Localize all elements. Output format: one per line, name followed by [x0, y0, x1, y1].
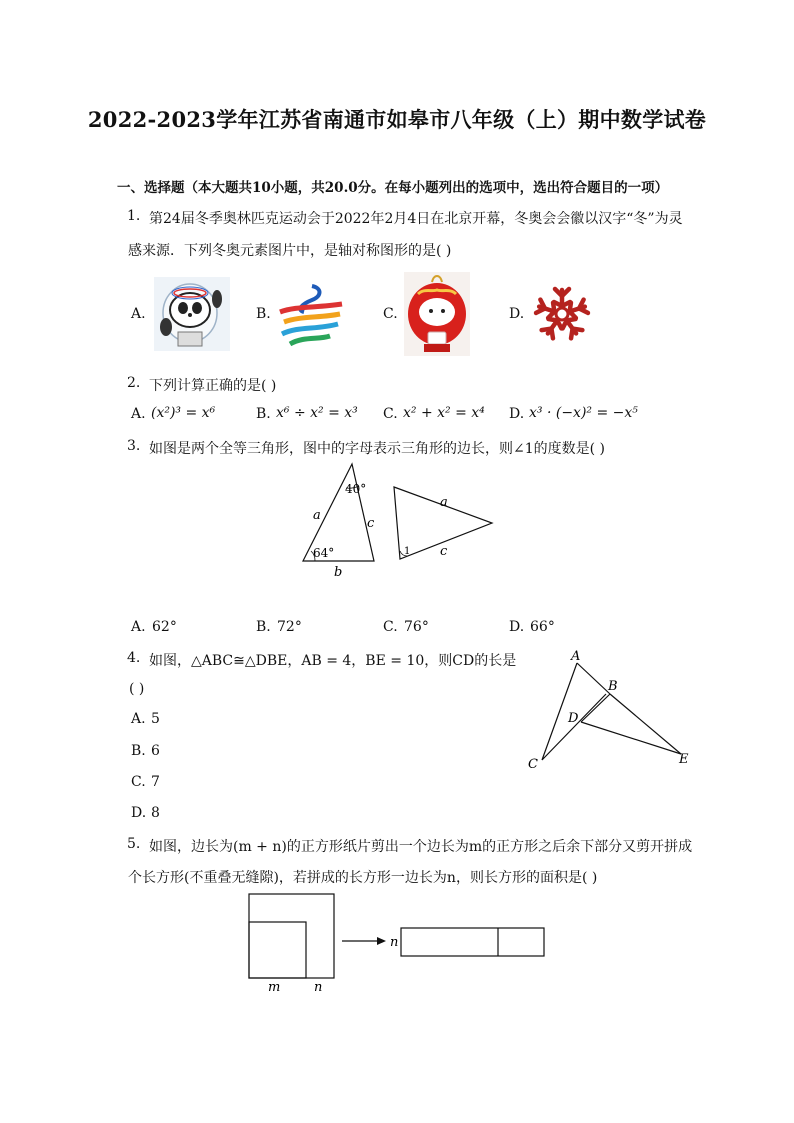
q5-line1: 如图，边长为(m + n)的正方形纸片剪出一个边长为m的正方形之后余下部分又剪开拼成	[149, 839, 693, 855]
q3-label-c-right: c	[440, 544, 448, 559]
q4-number: 4.	[127, 650, 141, 666]
q4-option-b-label: B.	[131, 743, 146, 759]
q1-image-a-mascot	[154, 277, 230, 351]
q5-label-m: m	[268, 980, 281, 995]
q1-option-d-label: D.	[509, 306, 525, 322]
q4-option-c-text: 7	[151, 774, 160, 790]
q3-angle-40: 40°	[345, 482, 367, 496]
q3-option-a-text: 62°	[152, 619, 177, 635]
q3-label-c-left: c	[367, 516, 375, 531]
q4-point-b: B	[608, 679, 618, 694]
q1-number: 1.	[127, 208, 141, 224]
q5-line2: 个长方形(不重叠无缝隙)，若拼成的长方形一边长为n，则长方形的面积是( )	[128, 870, 598, 886]
q2-option-d-label: D.	[509, 406, 525, 422]
q1-option-b-label: B.	[256, 306, 271, 322]
q2-number: 2.	[127, 375, 141, 391]
q2-option-b-label: B.	[256, 406, 271, 422]
q4-point-c: C	[528, 757, 538, 772]
q3-option-c-label: C.	[383, 619, 398, 635]
q4-option-b-text: 6	[151, 743, 160, 759]
q3-option-a-label: A.	[131, 619, 146, 635]
q3-angle-1: 1	[404, 546, 411, 557]
q4-point-a: A	[571, 649, 581, 664]
q1-line1: 第24届冬季奥林匹克运动会于2022年2月4日在北京开幕，冬奥会会徽以汉字“冬”为灵	[149, 211, 683, 227]
q4-paren: ( )	[129, 681, 145, 697]
q1-option-c-label: C.	[383, 306, 398, 322]
q4-option-d-text: 8	[151, 805, 160, 821]
section-heading: 一、选择题（本大题共10小题，共20.0分。在每小题列出的选项中，选出符合题目的一项）	[117, 180, 669, 196]
q2-option-d-text: x³ · (−x)² = −x⁵	[529, 405, 638, 421]
page-title: 2022-2023学年江苏省南通市如皋市八年级（上）期中数学试卷	[87, 107, 707, 132]
q3-number: 3.	[127, 438, 141, 454]
q1-image-c-lantern	[404, 272, 470, 356]
q3-label-b: b	[334, 565, 343, 580]
q5-label-n-side: n	[390, 935, 399, 950]
q2-option-c-text: x² + x² = x⁴	[403, 405, 485, 421]
q4-option-a-text: 5	[151, 711, 160, 727]
q5-number: 5.	[127, 836, 141, 852]
q4-point-e: E	[679, 752, 689, 767]
q2-option-b-text: x⁶ ÷ x² = x³	[276, 405, 358, 421]
q5-label-n: n	[314, 980, 323, 995]
q1-line2: 感来源．下列冬奥元素图片中，是轴对称图形的是( )	[128, 243, 452, 259]
q3-figure-triangles	[296, 460, 496, 580]
q3-label-a-left: a	[313, 508, 321, 523]
q1-image-d-snowflake	[532, 284, 592, 344]
q2-option-a-text: (x²)³ = x⁶	[151, 405, 216, 421]
q4-point-d: D	[568, 711, 579, 726]
q4-figure-triangles	[520, 646, 700, 776]
q3-option-b-text: 72°	[277, 619, 302, 635]
q4-stem: 如图，△ABC≅△DBE，AB = 4，BE = 10，则CD的长是	[149, 653, 517, 669]
q1-option-a-label: A.	[131, 306, 146, 322]
q3-option-c-text: 76°	[404, 619, 429, 635]
q4-option-a-label: A.	[131, 711, 146, 727]
q3-option-b-label: B.	[256, 619, 271, 635]
q1-image-b-emblem	[276, 282, 346, 348]
q3-option-d-text: 66°	[530, 619, 555, 635]
q3-option-d-label: D.	[509, 619, 525, 635]
q3-stem: 如图是两个全等三角形，图中的字母表示三角形的边长，则∠1的度数是( )	[149, 441, 606, 457]
q4-option-c-label: C.	[131, 774, 146, 790]
q2-stem: 下列计算正确的是( )	[149, 378, 277, 394]
q2-option-c-label: C.	[383, 406, 398, 422]
q3-angle-64: 64°	[313, 546, 335, 560]
q3-label-a-right: a	[440, 495, 448, 510]
q5-figure-squares	[240, 888, 560, 998]
q4-option-d-label: D.	[131, 805, 147, 821]
q2-option-a-label: A.	[131, 406, 146, 422]
